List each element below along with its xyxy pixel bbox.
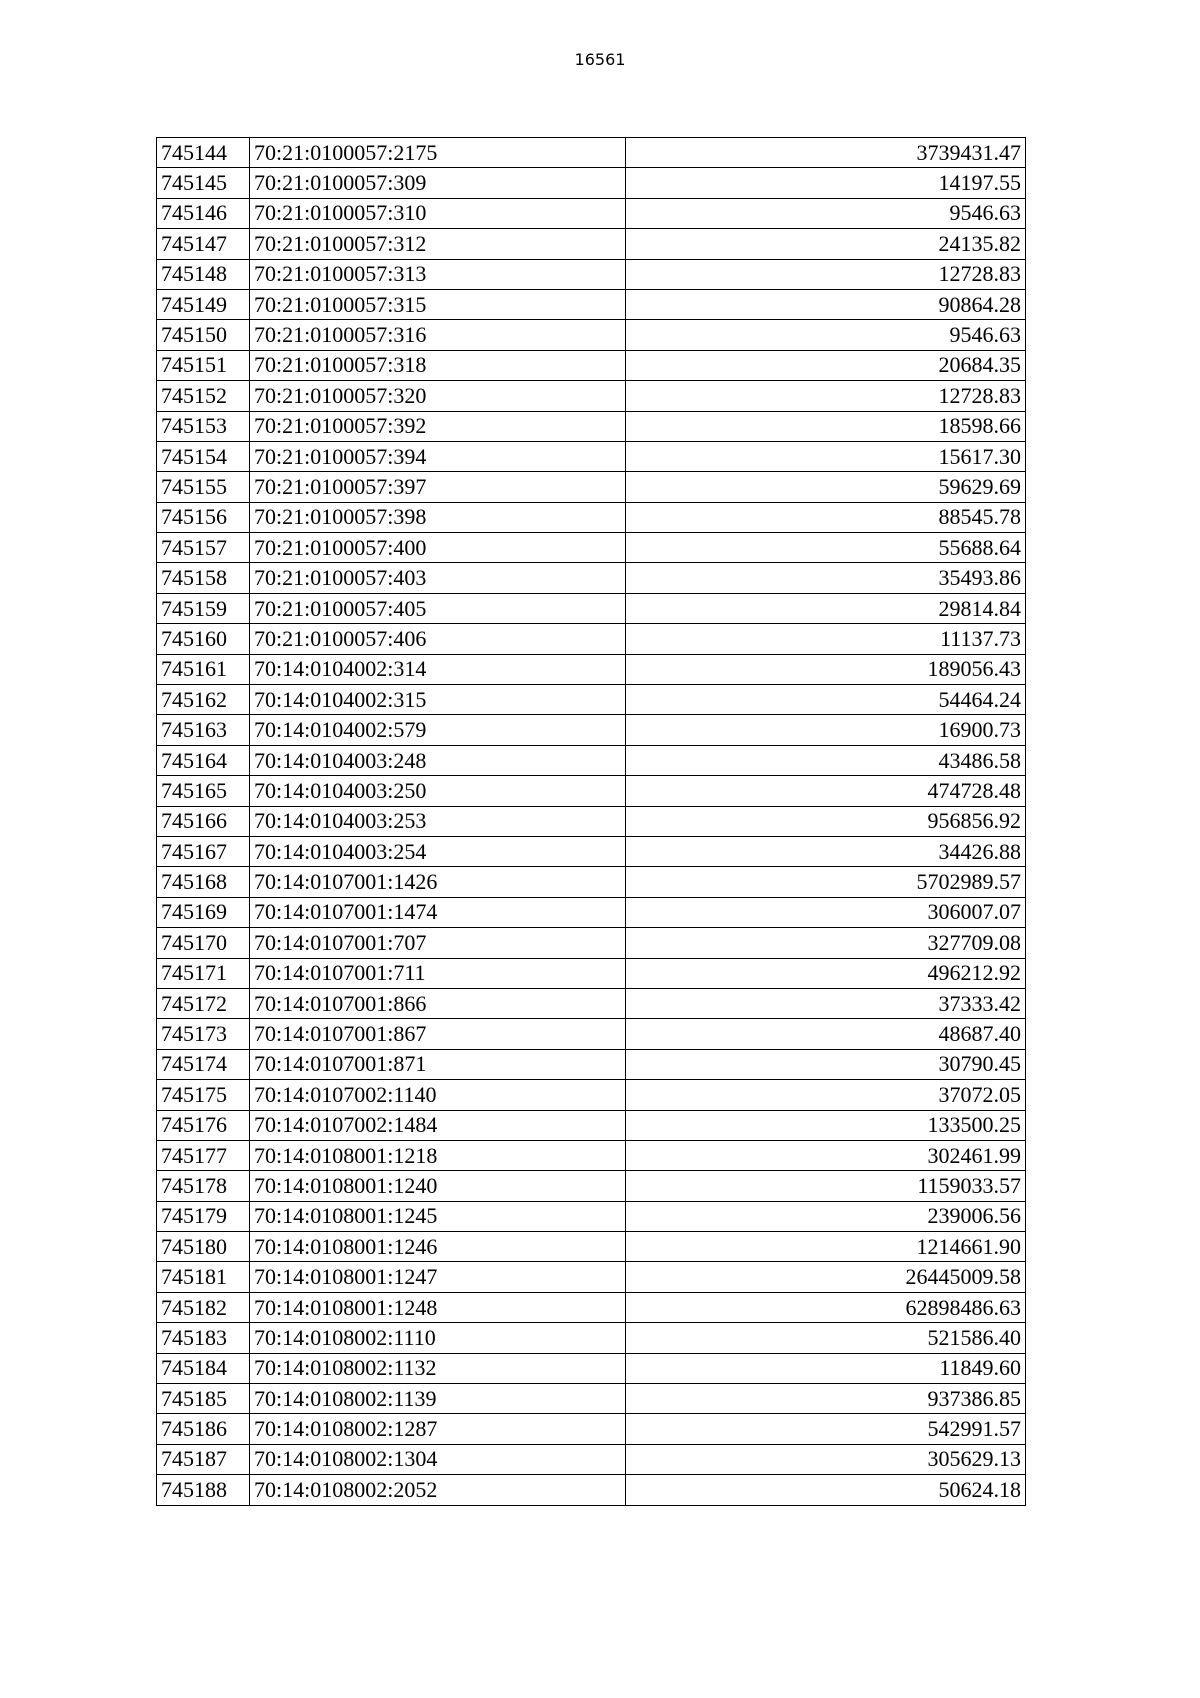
row-number-cell: 745151 [157, 350, 250, 380]
table-row [157, 1232, 1026, 1262]
cadastral-number-cell: 70:21:0100057:309 [250, 168, 626, 198]
cadastral-number-cell: 70:14:0108002:1110 [250, 1323, 626, 1353]
cadastral-number-cell: 70:14:0104002:314 [250, 654, 626, 684]
cadastral-number-cell: 70:14:0108002:1304 [250, 1444, 626, 1474]
row-number-cell: 745175 [157, 1080, 250, 1110]
row-number-cell: 745147 [157, 229, 250, 259]
cadastral-value-cell: 37072.05 [626, 1080, 1026, 1110]
row-number-cell: 745157 [157, 533, 250, 563]
cadastral-value-cell: 29814.84 [626, 593, 1026, 623]
row-number-cell: 745146 [157, 198, 250, 228]
row-number-cell: 745174 [157, 1049, 250, 1079]
cadastral-value-cell: 59629.69 [626, 472, 1026, 502]
row-number-cell: 745177 [157, 1140, 250, 1170]
table-row [157, 138, 1026, 168]
cadastral-number-cell: 70:14:0108001:1248 [250, 1292, 626, 1322]
cadastral-number-cell: 70:14:0108001:1240 [250, 1171, 626, 1201]
cadastral-number-cell: 70:21:0100057:316 [250, 320, 626, 350]
cadastral-number-cell: 70:21:0100057:310 [250, 198, 626, 228]
cadastral-number-cell: 70:14:0108001:1218 [250, 1140, 626, 1170]
cadastral-value-cell: 189056.43 [626, 654, 1026, 684]
row-number-cell: 745181 [157, 1262, 250, 1292]
cadastral-number-cell: 70:21:0100057:394 [250, 441, 626, 471]
row-number-cell: 745164 [157, 745, 250, 775]
cadastral-value-cell: 16900.73 [626, 715, 1026, 745]
table-row [157, 1384, 1026, 1414]
table-row [157, 289, 1026, 319]
cadastral-number-cell: 70:14:0108002:1132 [250, 1353, 626, 1383]
cadastral-value-cell: 496212.92 [626, 958, 1026, 988]
cadastral-number-cell: 70:14:0107002:1140 [250, 1080, 626, 1110]
table-row [157, 806, 1026, 836]
cadastral-number-cell: 70:21:0100057:312 [250, 229, 626, 259]
cadastral-value-cell: 20684.35 [626, 350, 1026, 380]
table-row [157, 1414, 1026, 1444]
cadastral-number-cell: 70:14:0108001:1245 [250, 1201, 626, 1231]
cadastral-value-cell: 305629.13 [626, 1444, 1026, 1474]
row-number-cell: 745150 [157, 320, 250, 350]
cadastral-number-cell: 70:14:0104003:253 [250, 806, 626, 836]
cadastral-value-cell: 474728.48 [626, 776, 1026, 806]
cadastral-value-cell: 62898486.63 [626, 1292, 1026, 1322]
cadastral-number-cell: 70:14:0107001:707 [250, 928, 626, 958]
cadastral-value-cell: 18598.66 [626, 411, 1026, 441]
cadastral-value-cell: 937386.85 [626, 1384, 1026, 1414]
table-row [157, 745, 1026, 775]
cadastral-number-cell: 70:14:0108002:2052 [250, 1475, 626, 1505]
cadastral-number-cell: 70:21:0100057:315 [250, 289, 626, 319]
table-row [157, 502, 1026, 532]
row-number-cell: 745149 [157, 289, 250, 319]
row-number-cell: 745173 [157, 1019, 250, 1049]
table-row [157, 198, 1026, 228]
cadastral-value-cell: 11137.73 [626, 624, 1026, 654]
table-row [157, 988, 1026, 1018]
cadastral-number-cell: 70:14:0104002:315 [250, 685, 626, 715]
cadastral-number-cell: 70:21:0100057:406 [250, 624, 626, 654]
cadastral-number-cell: 70:14:0104003:254 [250, 836, 626, 866]
cadastral-value-cell: 26445009.58 [626, 1262, 1026, 1292]
cadastral-number-cell: 70:21:0100057:403 [250, 563, 626, 593]
row-number-cell: 745144 [157, 138, 250, 168]
cadastral-value-cell: 37333.42 [626, 988, 1026, 1018]
cadastral-number-cell: 70:14:0107001:867 [250, 1019, 626, 1049]
cadastral-number-cell: 70:14:0108002:1139 [250, 1384, 626, 1414]
cadastral-number-cell: 70:14:0104002:579 [250, 715, 626, 745]
row-number-cell: 745172 [157, 988, 250, 1018]
table-row [157, 1262, 1026, 1292]
table-row [157, 1201, 1026, 1231]
cadastral-number-cell: 70:21:0100057:397 [250, 472, 626, 502]
table-row [157, 958, 1026, 988]
cadastral-number-cell: 70:21:0100057:318 [250, 350, 626, 380]
cadastral-value-cell: 306007.07 [626, 897, 1026, 927]
cadastral-value-cell: 90864.28 [626, 289, 1026, 319]
cadastral-number-cell: 70:14:0108001:1247 [250, 1262, 626, 1292]
cadastral-number-cell: 70:21:0100057:400 [250, 533, 626, 563]
cadastral-number-cell: 70:14:0107001:1474 [250, 897, 626, 927]
cadastral-value-cell: 43486.58 [626, 745, 1026, 775]
cadastral-value-cell: 327709.08 [626, 928, 1026, 958]
table-row [157, 1323, 1026, 1353]
cadastral-value-cell: 30790.45 [626, 1049, 1026, 1079]
row-number-cell: 745183 [157, 1323, 250, 1353]
table-row [157, 1444, 1026, 1474]
table-row [157, 381, 1026, 411]
cadastral-number-cell: 70:14:0107001:1426 [250, 867, 626, 897]
cadastral-value-table [156, 137, 1026, 1506]
table-row [157, 897, 1026, 927]
row-number-cell: 745178 [157, 1171, 250, 1201]
row-number-cell: 745155 [157, 472, 250, 502]
cadastral-number-cell: 70:14:0104003:248 [250, 745, 626, 775]
table-row [157, 259, 1026, 289]
row-number-cell: 745169 [157, 897, 250, 927]
cadastral-value-cell: 50624.18 [626, 1475, 1026, 1505]
table-row [157, 867, 1026, 897]
row-number-cell: 745153 [157, 411, 250, 441]
row-number-cell: 745180 [157, 1232, 250, 1262]
cadastral-number-cell: 70:14:0108001:1246 [250, 1232, 626, 1262]
table-row [157, 1110, 1026, 1140]
row-number-cell: 745188 [157, 1475, 250, 1505]
table-row [157, 1475, 1026, 1505]
row-number-cell: 745187 [157, 1444, 250, 1474]
row-number-cell: 745154 [157, 441, 250, 471]
row-number-cell: 745145 [157, 168, 250, 198]
table-row [157, 836, 1026, 866]
row-number-cell: 745179 [157, 1201, 250, 1231]
page-number: 16561 [574, 50, 626, 69]
cadastral-number-cell: 70:21:0100057:405 [250, 593, 626, 623]
cadastral-value-cell: 542991.57 [626, 1414, 1026, 1444]
row-number-cell: 745171 [157, 958, 250, 988]
cadastral-number-cell: 70:21:0100057:398 [250, 502, 626, 532]
cadastral-value-cell: 133500.25 [626, 1110, 1026, 1140]
cadastral-number-cell: 70:14:0107001:871 [250, 1049, 626, 1079]
row-number-cell: 745176 [157, 1110, 250, 1140]
table-row [157, 533, 1026, 563]
cadastral-number-cell: 70:21:0100057:392 [250, 411, 626, 441]
table-row [157, 624, 1026, 654]
cadastral-value-cell: 12728.83 [626, 259, 1026, 289]
cadastral-number-cell: 70:14:0107001:866 [250, 988, 626, 1018]
cadastral-value-cell: 521586.40 [626, 1323, 1026, 1353]
cadastral-value-cell: 35493.86 [626, 563, 1026, 593]
row-number-cell: 745156 [157, 502, 250, 532]
cadastral-value-cell: 34426.88 [626, 836, 1026, 866]
table-row [157, 928, 1026, 958]
table-row [157, 441, 1026, 471]
table-row [157, 654, 1026, 684]
cadastral-value-cell: 9546.63 [626, 198, 1026, 228]
table-row [157, 350, 1026, 380]
table-row [157, 411, 1026, 441]
cadastral-value-cell: 9546.63 [626, 320, 1026, 350]
row-number-cell: 745185 [157, 1384, 250, 1414]
table-body [157, 138, 1026, 1506]
row-number-cell: 745162 [157, 685, 250, 715]
cadastral-value-cell: 1214661.90 [626, 1232, 1026, 1262]
cadastral-number-cell: 70:14:0107001:711 [250, 958, 626, 988]
table-row [157, 715, 1026, 745]
cadastral-number-cell: 70:14:0104003:250 [250, 776, 626, 806]
table-row [157, 1171, 1026, 1201]
cadastral-value-cell: 3739431.47 [626, 138, 1026, 168]
table-row [157, 1080, 1026, 1110]
table-row [157, 229, 1026, 259]
row-number-cell: 745165 [157, 776, 250, 806]
cadastral-number-cell: 70:21:0100057:320 [250, 381, 626, 411]
cadastral-value-cell: 88545.78 [626, 502, 1026, 532]
row-number-cell: 745159 [157, 593, 250, 623]
cadastral-number-cell: 70:14:0108002:1287 [250, 1414, 626, 1444]
cadastral-value-cell: 48687.40 [626, 1019, 1026, 1049]
table-row [157, 168, 1026, 198]
row-number-cell: 745160 [157, 624, 250, 654]
row-number-cell: 745170 [157, 928, 250, 958]
row-number-cell: 745166 [157, 806, 250, 836]
table-row [157, 776, 1026, 806]
row-number-cell: 745163 [157, 715, 250, 745]
cadastral-value-cell: 14197.55 [626, 168, 1026, 198]
cadastral-value-cell: 956856.92 [626, 806, 1026, 836]
cadastral-value-cell: 54464.24 [626, 685, 1026, 715]
row-number-cell: 745186 [157, 1414, 250, 1444]
table-row [157, 685, 1026, 715]
cadastral-value-cell: 24135.82 [626, 229, 1026, 259]
table-row [157, 320, 1026, 350]
cadastral-number-cell: 70:21:0100057:313 [250, 259, 626, 289]
table-row [157, 472, 1026, 502]
cadastral-value-cell: 5702989.57 [626, 867, 1026, 897]
cadastral-number-cell: 70:21:0100057:2175 [250, 138, 626, 168]
cadastral-value-cell: 15617.30 [626, 441, 1026, 471]
row-number-cell: 745158 [157, 563, 250, 593]
cadastral-value-cell: 1159033.57 [626, 1171, 1026, 1201]
row-number-cell: 745161 [157, 654, 250, 684]
cadastral-value-cell: 302461.99 [626, 1140, 1026, 1170]
table-row [157, 1049, 1026, 1079]
row-number-cell: 745148 [157, 259, 250, 289]
table-row [157, 593, 1026, 623]
table-row [157, 1292, 1026, 1322]
row-number-cell: 745168 [157, 867, 250, 897]
row-number-cell: 745182 [157, 1292, 250, 1322]
table-row [157, 1353, 1026, 1383]
row-number-cell: 745167 [157, 836, 250, 866]
table-row [157, 1140, 1026, 1170]
cadastral-number-cell: 70:14:0107002:1484 [250, 1110, 626, 1140]
table-row [157, 1019, 1026, 1049]
cadastral-value-cell: 11849.60 [626, 1353, 1026, 1383]
cadastral-value-cell: 12728.83 [626, 381, 1026, 411]
table-row [157, 563, 1026, 593]
row-number-cell: 745152 [157, 381, 250, 411]
cadastral-value-cell: 55688.64 [626, 533, 1026, 563]
row-number-cell: 745184 [157, 1353, 250, 1383]
cadastral-value-cell: 239006.56 [626, 1201, 1026, 1231]
